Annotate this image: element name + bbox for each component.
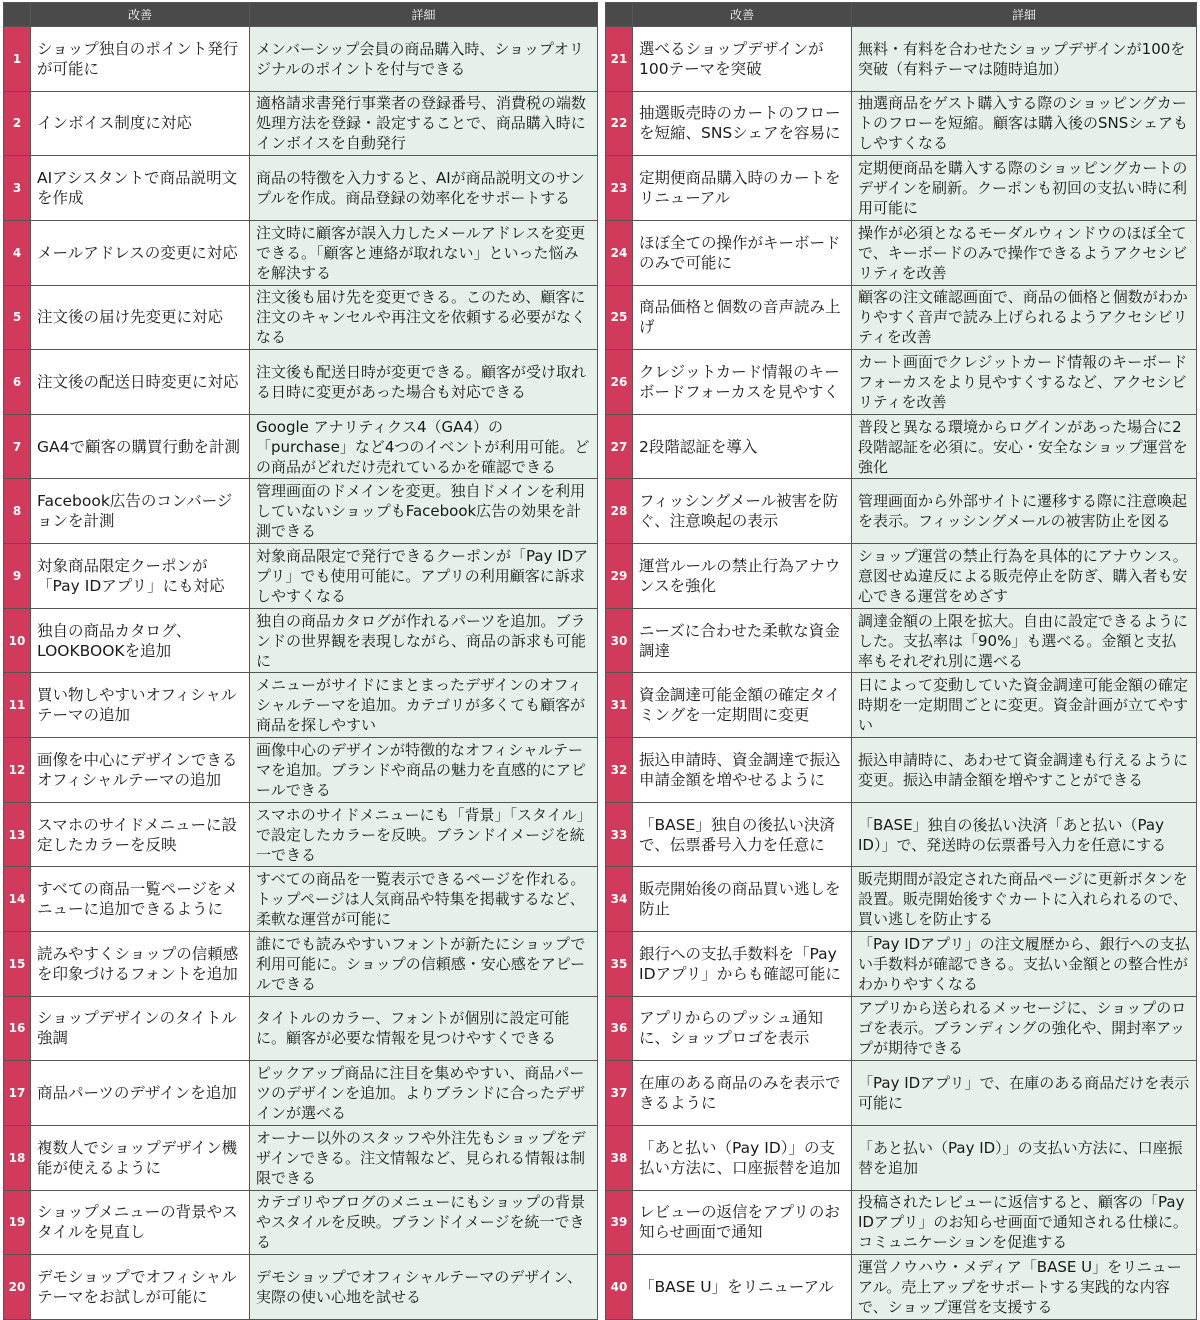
row-number: 3	[4, 156, 31, 221]
row-number: 23	[606, 156, 633, 221]
row-improvement: 振込申請時、資金調達で振込申請金額を増やせるように	[633, 738, 852, 803]
table-row	[606, 867, 1197, 932]
row-detail: 調達金額の上限を拡大。自由に設定できるようにした。支払率は「90%」も選べる。金額と支払率もそれぞれ別に選べる	[852, 608, 1197, 673]
row-detail: オーナー以外のスタッフや外注先もショップをデザインできる。注文情報など、見られる情報は制限できる	[250, 1125, 598, 1190]
row-number: 21	[606, 27, 633, 92]
table-row	[4, 220, 598, 285]
row-improvement: ショップメニューの背景やスタイルを見直し	[31, 1190, 250, 1255]
row-detail: 「あと払い（Pay ID）」の支払い方法に、口座振替を追加	[852, 1125, 1197, 1190]
table-row	[4, 156, 598, 221]
row-number: 1	[4, 27, 31, 92]
row-improvement: メールアドレスの変更に対応	[31, 220, 250, 285]
row-number: 19	[4, 1190, 31, 1255]
row-detail: メニューがサイドにまとまったデザインのオフィシャルテーマを追加。カテゴリが多くても顧客が商品を探しやすい	[250, 673, 598, 738]
table-row	[606, 544, 1197, 609]
row-detail: 顧客の注文確認画面で、商品の価格と個数がわかりやすく音声で読み上げられるようアクセシビリティを改善	[852, 285, 1197, 350]
row-detail: アプリから送られるメッセージに、ショップのロゴを表示。ブランディングの強化や、開封率アップが期待できる	[852, 996, 1197, 1061]
header-number	[606, 3, 633, 27]
row-number: 29	[606, 544, 633, 609]
row-improvement: すべての商品一覧ページをメニューに追加できるように	[31, 867, 250, 932]
table-row	[606, 285, 1197, 350]
row-number: 11	[4, 673, 31, 738]
row-improvement: スマホのサイドメニューに設定したカラーを反映	[31, 802, 250, 867]
table-row	[4, 479, 598, 544]
row-detail: スマホのサイドメニューにも「背景」「スタイル」で設定したカラーを反映。ブランドイメージを統一できる	[250, 802, 598, 867]
row-improvement: 「あと払い（Pay ID）」の支払い方法に、口座振替を追加	[633, 1125, 852, 1190]
row-number: 16	[4, 996, 31, 1061]
row-number: 40	[606, 1255, 633, 1320]
row-detail: 画像中心のデザインが特徴的なオフィシャルテーマを追加。ブランドや商品の魅力を直感的にアピールできる	[250, 738, 598, 803]
row-number: 7	[4, 414, 31, 479]
row-detail: タイトルのカラー、フォントが個別に設定可能に。顧客が必要な情報を見つけやすくできる	[250, 996, 598, 1061]
table-row	[606, 1061, 1197, 1126]
row-detail: メンバーシップ会員の商品購入時、ショップオリジナルのポイントを付与できる	[250, 27, 598, 92]
row-improvement: ニーズに合わせた柔軟な資金調達	[633, 608, 852, 673]
row-number: 39	[606, 1190, 633, 1255]
table-row	[606, 996, 1197, 1061]
row-improvement: 資金調達可能金額の確定タイミングを一定期間に変更	[633, 673, 852, 738]
table-body-right	[606, 27, 1197, 1320]
row-number: 28	[606, 479, 633, 544]
row-improvement: GA4で顧客の購買行動を計測	[31, 414, 250, 479]
row-improvement: クレジットカード情報のキーボードフォーカスを見やすく	[633, 350, 852, 415]
row-improvement: 「BASE U」をリニューアル	[633, 1255, 852, 1320]
row-detail: 普段と異なる環境からログインがあった場合に2段階認証を必須に。安心・安全なショップ運営を強化	[852, 414, 1197, 479]
table-row	[4, 1190, 598, 1255]
row-number: 27	[606, 414, 633, 479]
row-improvement: 対象商品限定クーポンが「Pay IDアプリ」にも対応	[31, 544, 250, 609]
row-improvement: アプリからのプッシュ通知に、ショップロゴを表示	[633, 996, 852, 1061]
row-improvement: 読みやすくショップの信頼感を印象づけるフォントを追加	[31, 931, 250, 996]
table-row	[4, 996, 598, 1061]
row-detail: 振込申請時に、あわせて資金調達も行えるように変更。振込申請金額を増やすことができる	[852, 738, 1197, 803]
row-detail: 対象商品限定で発行できるクーポンが「Pay IDアプリ」でも使用可能に。アプリの利用顧客に訴求しやすくなる	[250, 544, 598, 609]
table-row	[606, 802, 1197, 867]
row-number: 33	[606, 802, 633, 867]
table-row	[606, 27, 1197, 92]
table-row	[4, 608, 598, 673]
row-improvement: レビューの返信をアプリのお知らせ画面で通知	[633, 1190, 852, 1255]
table-row	[606, 156, 1197, 221]
row-detail: 管理画面から外部サイトに遷移する際に注意喚起を表示。フィッシングメールの被害防止を図る	[852, 479, 1197, 544]
row-improvement: 販売開始後の商品買い逃しを防止	[633, 867, 852, 932]
row-number: 30	[606, 608, 633, 673]
table-row	[606, 91, 1197, 156]
row-number: 4	[4, 220, 31, 285]
row-detail: 誰にでも読みやすいフォントが新たにショップで利用可能に。ショップの信頼感・安心感をアピールできる	[250, 931, 598, 996]
row-number: 22	[606, 91, 633, 156]
row-improvement: 注文後の配送日時変更に対応	[31, 350, 250, 415]
row-number: 9	[4, 544, 31, 609]
header-detail: 詳細	[852, 3, 1197, 27]
row-number: 10	[4, 608, 31, 673]
row-number: 35	[606, 931, 633, 996]
row-improvement: 運営ルールの禁止行為アナウンスを強化	[633, 544, 852, 609]
row-number: 24	[606, 220, 633, 285]
row-improvement: フィッシングメール被害を防ぐ、注意喚起の表示	[633, 479, 852, 544]
row-detail: 日によって変動していた資金調達可能金額の確定時期を一定期間ごとに変更。資金計画が立てやすい	[852, 673, 1197, 738]
row-improvement: ショップデザインのタイトル強調	[31, 996, 250, 1061]
row-detail: 「Pay IDアプリ」の注文履歴から、銀行への支払い手数料が確認できる。支払い金額との整合性がわかりやすくなる	[852, 931, 1197, 996]
table-row	[606, 1255, 1197, 1320]
row-improvement: ほぼ全ての操作がキーボードのみで可能に	[633, 220, 852, 285]
header-improvement: 改善	[633, 3, 852, 27]
table-row	[4, 867, 598, 932]
row-improvement: ショップ独自のポイント発行が可能に	[31, 27, 250, 92]
row-number: 37	[606, 1061, 633, 1126]
table-row	[4, 27, 598, 92]
row-number: 36	[606, 996, 633, 1061]
row-improvement: 複数人でショップデザイン機能が使えるように	[31, 1125, 250, 1190]
row-detail: 販売期間が設定された商品ページに更新ボタンを設置。販売開始後すぐカートに入れられるので、買い逃しを防止する	[852, 867, 1197, 932]
table-row	[606, 608, 1197, 673]
row-detail: 注文時に顧客が誤入力したメールアドレスを変更できる。「顧客と連絡が取れない」といった悩みを解決する	[250, 220, 598, 285]
row-detail: 注文後も配送日時が変更できる。顧客が受け取れる日時に変更があった場合も対応できる	[250, 350, 598, 415]
row-number: 25	[606, 285, 633, 350]
row-improvement: Facebook広告のコンバージョンを計測	[31, 479, 250, 544]
row-detail: カテゴリやブログのメニューにもショップの背景やスタイルを反映。ブランドイメージを統一できる	[250, 1190, 598, 1255]
improvements-table-left	[3, 2, 598, 1320]
row-number: 38	[606, 1125, 633, 1190]
header-detail: 詳細	[250, 3, 598, 27]
row-detail: ピックアップ商品に注目を集めやすい、商品パーツのデザインを追加。よりブランドに合ったデザインが選べる	[250, 1061, 598, 1126]
table-row	[4, 1255, 598, 1320]
table-row	[4, 414, 598, 479]
row-detail: 「Pay IDアプリ」で、在庫のある商品だけを表示可能に	[852, 1061, 1197, 1126]
table-row	[4, 91, 598, 156]
row-detail: 「BASE」独自の後払い決済「あと払い（Pay ID）」で、発送時の伝票番号入力を任意にする	[852, 802, 1197, 867]
row-number: 12	[4, 738, 31, 803]
row-improvement: 在庫のある商品のみを表示できるように	[633, 1061, 852, 1126]
row-improvement: 買い物しやすいオフィシャルテーマの追加	[31, 673, 250, 738]
table-row	[606, 479, 1197, 544]
row-number: 34	[606, 867, 633, 932]
row-number: 14	[4, 867, 31, 932]
row-improvement: インボイス制度に対応	[31, 91, 250, 156]
table-row	[4, 673, 598, 738]
table-row	[606, 1125, 1197, 1190]
table-row	[4, 1125, 598, 1190]
row-improvement: 銀行への支払手数料を「Pay IDアプリ」からも確認可能に	[633, 931, 852, 996]
row-number: 26	[606, 350, 633, 415]
row-improvement: 商品価格と個数の音声読み上げ	[633, 285, 852, 350]
table-row	[606, 414, 1197, 479]
row-detail: 抽選商品をゲスト購入する際のショッピングカートのフローを短縮。顧客は購入後のSNSシェアもしやすくなる	[852, 91, 1197, 156]
table-row	[4, 350, 598, 415]
row-improvement: 画像を中心にデザインできるオフィシャルテーマの追加	[31, 738, 250, 803]
table-row	[606, 220, 1197, 285]
row-detail: Google アナリティクス4（GA4）の「purchase」など4つのイベントが利用可能。どの商品がどれだけ売れているかを確認できる	[250, 414, 598, 479]
row-number: 2	[4, 91, 31, 156]
row-improvement: 2段階認証を導入	[633, 414, 852, 479]
table-row	[4, 1061, 598, 1126]
table-row	[606, 1190, 1197, 1255]
row-detail: 管理画面のドメインを変更。独自ドメインを利用していないショップもFacebook広告の効果を計測できる	[250, 479, 598, 544]
row-detail: すべての商品を一覧表示できるページを作れる。トップページは人気商品や特集を掲載するなど、柔軟な運営が可能に	[250, 867, 598, 932]
row-number: 32	[606, 738, 633, 803]
row-detail: 適格請求書発行事業者の登録番号、消費税の端数処理方法を登録・設定することで、商品購入時にインボイスを自動発行	[250, 91, 598, 156]
row-detail: 無料・有料を合わせたショップデザインが100を突破（有料テーマは随時追加）	[852, 27, 1197, 92]
row-detail: 商品の特徴を入力すると、AIが商品説明文のサンプルを作成。商品登録の効率化をサポートする	[250, 156, 598, 221]
row-improvement: 独自の商品カタログ、LOOKBOOKを追加	[31, 608, 250, 673]
row-number: 15	[4, 931, 31, 996]
row-detail: 操作が必須となるモーダルウィンドウのほぼ全てで、キーボードのみで操作できるようアクセシビリティを改善	[852, 220, 1197, 285]
row-detail: 運営ノウハウ・メディア「BASE U」をリニューアル。売上アップをサポートする実践的な内容で、ショップ運営を支援する	[852, 1255, 1197, 1320]
row-number: 8	[4, 479, 31, 544]
table-body-left	[4, 27, 598, 1320]
table-row	[606, 673, 1197, 738]
row-detail: 定期便商品を購入する際のショッピングカートのデザインを刷新。クーポンも初回の支払い時に利用可能に	[852, 156, 1197, 221]
row-improvement: 抽選販売時のカートのフローを短縮、SNSシェアを容易に	[633, 91, 852, 156]
row-improvement: 選べるショップデザインが100テーマを突破	[633, 27, 852, 92]
row-detail: 注文後も届け先を変更できる。このため、顧客に注文のキャンセルや再注文を依頼する必要がなくなる	[250, 285, 598, 350]
header-number	[4, 3, 31, 27]
table-row	[606, 931, 1197, 996]
row-number: 18	[4, 1125, 31, 1190]
table-row	[606, 738, 1197, 803]
row-number: 20	[4, 1255, 31, 1320]
row-detail: ショップ運営の禁止行為を具体的にアナウンス。意図せぬ違反による販売停止を防ぎ、購入者も安心できる運営をめざす	[852, 544, 1197, 609]
row-improvement: 「BASE」独自の後払い決済で、伝票番号入力を任意に	[633, 802, 852, 867]
table-row	[4, 285, 598, 350]
row-number: 17	[4, 1061, 31, 1126]
row-improvement: 商品パーツのデザインを追加	[31, 1061, 250, 1126]
table-row	[4, 802, 598, 867]
row-detail: デモショップでオフィシャルテーマのデザイン、実際の使い心地を試せる	[250, 1255, 598, 1320]
row-improvement: デモショップでオフィシャルテーマをお試しが可能に	[31, 1255, 250, 1320]
row-number: 13	[4, 802, 31, 867]
header-improvement: 改善	[31, 3, 250, 27]
table-row	[4, 544, 598, 609]
row-number: 5	[4, 285, 31, 350]
row-detail: カート画面でクレジットカード情報のキーボードフォーカスをより見やすくするなど、アクセシビリティを改善	[852, 350, 1197, 415]
table-row	[4, 931, 598, 996]
table-row	[606, 350, 1197, 415]
row-number: 6	[4, 350, 31, 415]
row-number: 31	[606, 673, 633, 738]
improvements-table-right	[605, 2, 1197, 1320]
row-detail: 独自の商品カタログが作れるパーツを追加。ブランドの世界観を表現しながら、商品の訴求も可能に	[250, 608, 598, 673]
row-improvement: AIアシスタントで商品説明文を作成	[31, 156, 250, 221]
row-improvement: 定期便商品購入時のカートをリニューアル	[633, 156, 852, 221]
row-improvement: 注文後の届け先変更に対応	[31, 285, 250, 350]
table-row	[4, 738, 598, 803]
row-detail: 投稿されたレビューに返信すると、顧客の「Pay IDアプリ」のお知らせ画面で通知される仕様に。コミュニケーションを促進する	[852, 1190, 1197, 1255]
